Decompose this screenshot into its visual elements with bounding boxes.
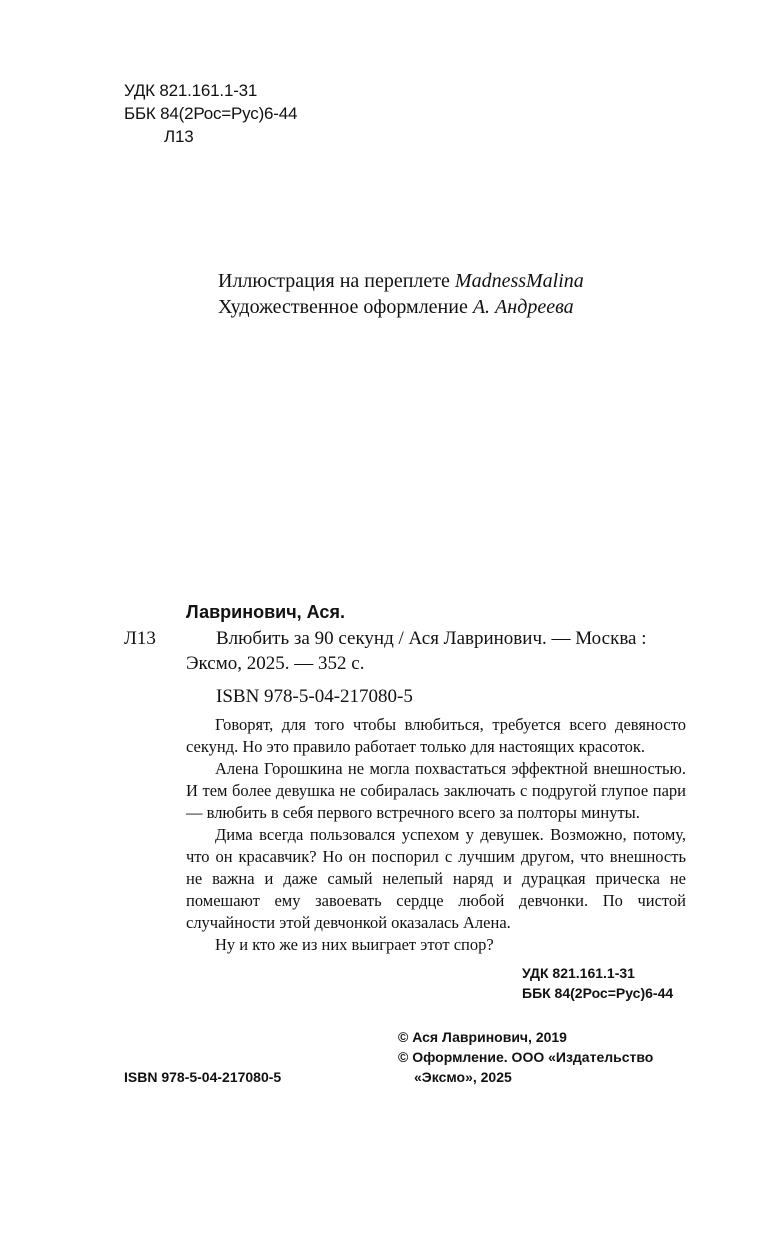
illustration-label: Иллюстрация на переплете (218, 270, 450, 292)
catalog-title-line1: Влюбить за 90 секунд / Ася Лавринович. — Москва : (216, 628, 647, 649)
copyright-publisher: «Эксмо», 2025 (414, 1069, 512, 1085)
footer-bbk: ББК 84(2Рос=Рус)6-44 (522, 985, 674, 1001)
author-mark: Л13 (164, 127, 194, 146)
catalog-author: Лавринович, Ася. (186, 602, 345, 622)
designer-name: А. Андреева (472, 296, 574, 318)
design-label: Художественное оформление (218, 296, 468, 318)
annotation-paragraph-2: Алена Горошкина не могла похвастаться эффектной внешностью. И тем более девушка не собиралась заключать с подругой глупое пари — влюбить в себя первого встречного всего за полторы минуты. (186, 759, 686, 822)
catalog-mark: Л13 (124, 628, 156, 649)
catalog-isbn: ISBN 978-5-04-217080-5 (216, 686, 413, 707)
annotation-paragraph-3: Дима всегда пользовался успехом у девушек. Возможно, потому, что он красавчик? Но он поспорил с лучшим другом, что внешность не важна и даже самый нелепый наряд и дурацкая прическа не помешают ему завоевать сердце любой девчонки. По чистой случайности этой девчонкой оказалась Алена. (186, 825, 686, 932)
annotation-paragraph-4: Ну и кто же из них выиграет этот спор? (215, 935, 494, 954)
annotation-paragraph-1: Говорят, для того чтобы влюбиться, требуется всего девяносто секунд. Но это правило работает только для настоящих красоток. (186, 715, 686, 756)
footer-udk: УДК 821.161.1-31 (522, 965, 635, 981)
copyright-design: © Оформление. ООО «Издательство (398, 1049, 654, 1065)
bbk-code: ББК 84(2Рос=Рус)6-44 (124, 104, 298, 123)
footer-isbn: ISBN 978-5-04-217080-5 (124, 1069, 282, 1085)
udk-code: УДК 821.161.1-31 (124, 81, 258, 100)
design-credit (218, 294, 574, 320)
illustration-credit (218, 268, 584, 294)
catalog-title-line2: Эксмо, 2025. — 352 с. (186, 653, 365, 674)
copyright-author: © Ася Лавринович, 2019 (398, 1029, 567, 1045)
annotation (186, 714, 686, 956)
illustrator-name: MadnessMalina (454, 270, 584, 292)
